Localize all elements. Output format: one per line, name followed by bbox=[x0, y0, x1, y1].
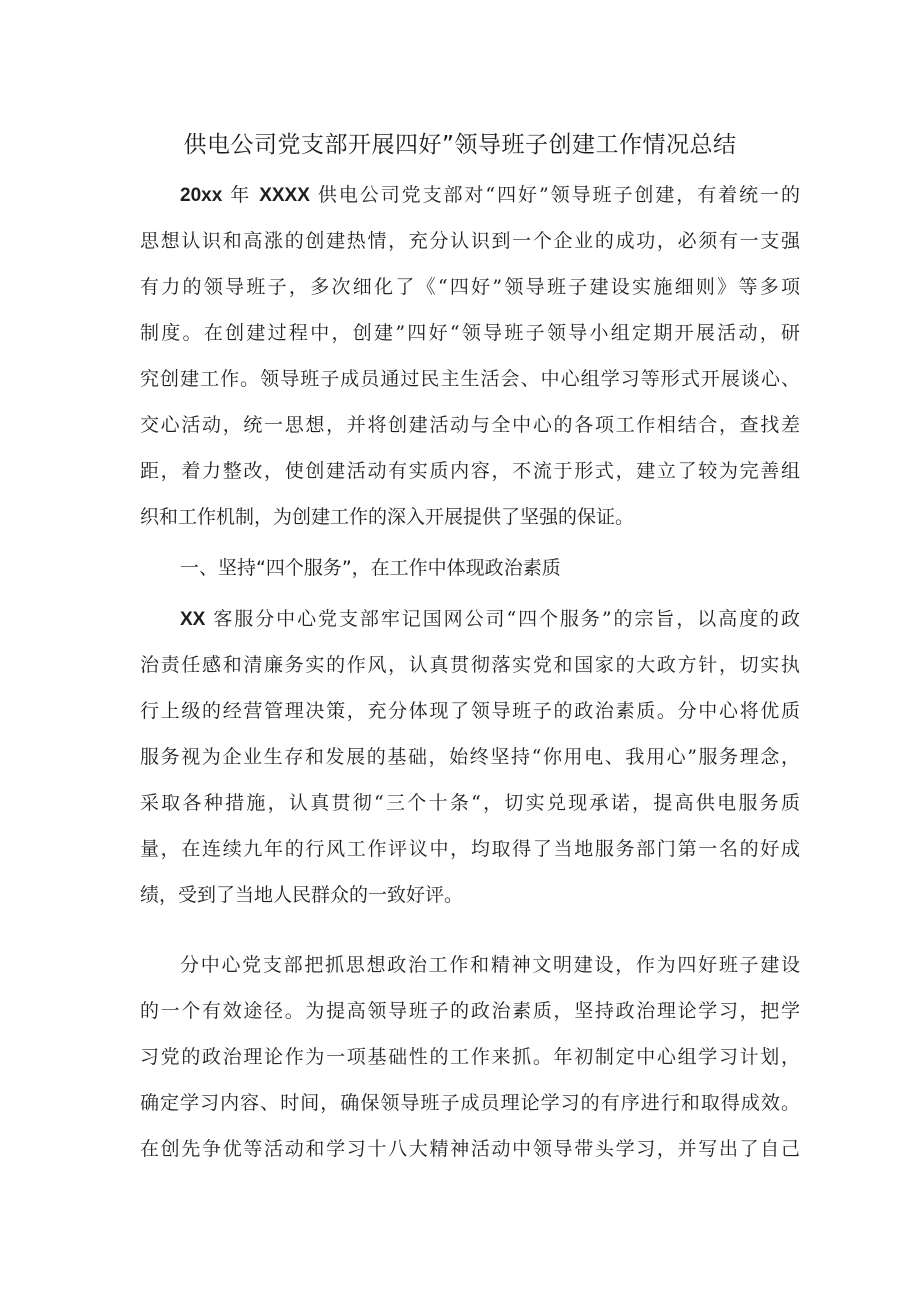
paragraph-1-line: 织和工作机制，为创建工作的深入开展提供了坚强的保证。 bbox=[140, 506, 635, 528]
paragraph-3-line: 的一个有效途径。为提高领导班子的政治素质，坚持政治理论学习，把学 bbox=[140, 1000, 800, 1022]
paragraph-2-line: 服务视为企业生存和发展的基础，始终坚持“你用电、我用心”服务理念， bbox=[140, 746, 800, 768]
paragraph-2-line: 采取各种措施，认真贯彻“三个十条“，切实兑现承诺，提高供电服务质 bbox=[140, 792, 800, 814]
center-placeholder: XX bbox=[180, 609, 206, 630]
document-title: 供电公司党支部开展四好”领导班子创建工作情况总结 bbox=[183, 132, 737, 158]
paragraph-2-line-1: XX 客服分中心党支部牢记国网公司“四个服务”的宗旨，以高度的政 bbox=[180, 608, 800, 630]
paragraph-1-line-1: 20xx 年 XXXX 供电公司党支部对“四好”领导班子创建，有着统一的 bbox=[180, 184, 800, 206]
paragraph-3-line: 习党的政治理论作为一项基础性的工作来抓。年初制定中心组学习计划， bbox=[140, 1046, 800, 1068]
company-placeholder: XXXX bbox=[259, 185, 310, 206]
paragraph-1-line: 距，着力整改，使创建活动有实质内容，不流于形式，建立了较为完善组 bbox=[140, 460, 800, 482]
paragraph-1-line: 交心活动，统一思想，并将创建活动与全中心的各项工作相结合，查找差 bbox=[140, 414, 800, 436]
paragraph-3-line-1: 分中心党支部把抓思想政治工作和精神文明建设，作为四好班子建设 bbox=[180, 954, 800, 976]
paragraph-2-line: 绩，受到了当地人民群众的一致好评。 bbox=[140, 884, 464, 906]
section-heading-1: 一、坚持“四个服务”，在工作中体现政治素质 bbox=[180, 557, 561, 579]
paragraph-2-line: 治责任感和清廉务实的作风，认真贯彻落实党和国家的大政方针，切实执 bbox=[140, 654, 800, 676]
paragraph-1-line: 制度。在创建过程中，创建”四好“领导班子领导小组定期开展活动，研 bbox=[140, 322, 800, 344]
paragraph-2-line: 量，在连续九年的行风工作评议中，均取得了当地服务部门第一名的好成 bbox=[140, 838, 800, 860]
year-text: 20xx bbox=[180, 185, 223, 206]
paragraph-1-line: 有力的领导班子，多次细化了《“四好”领导班子建设实施细则》等多项 bbox=[140, 276, 800, 298]
paragraph-3-line: 确定学习内容、时间，确保领导班子成员理论学习的有序进行和取得成效。 bbox=[140, 1092, 800, 1114]
paragraph-2-line: 行上级的经营管理决策，充分体现了领导班子的政治素质。分中心将优质 bbox=[140, 700, 800, 722]
paragraph-3-line: 在创先争优等活动和学习十八大精神活动中领导带头学习，并写出了自己 bbox=[140, 1138, 800, 1160]
paragraph-1-line: 思想认识和高涨的创建热情，充分认识到一个企业的成功，必须有一支强 bbox=[140, 230, 800, 252]
paragraph-1-line: 究创建工作。领导班子成员通过民主生活会、中心组学习等形式开展谈心、 bbox=[140, 368, 800, 390]
